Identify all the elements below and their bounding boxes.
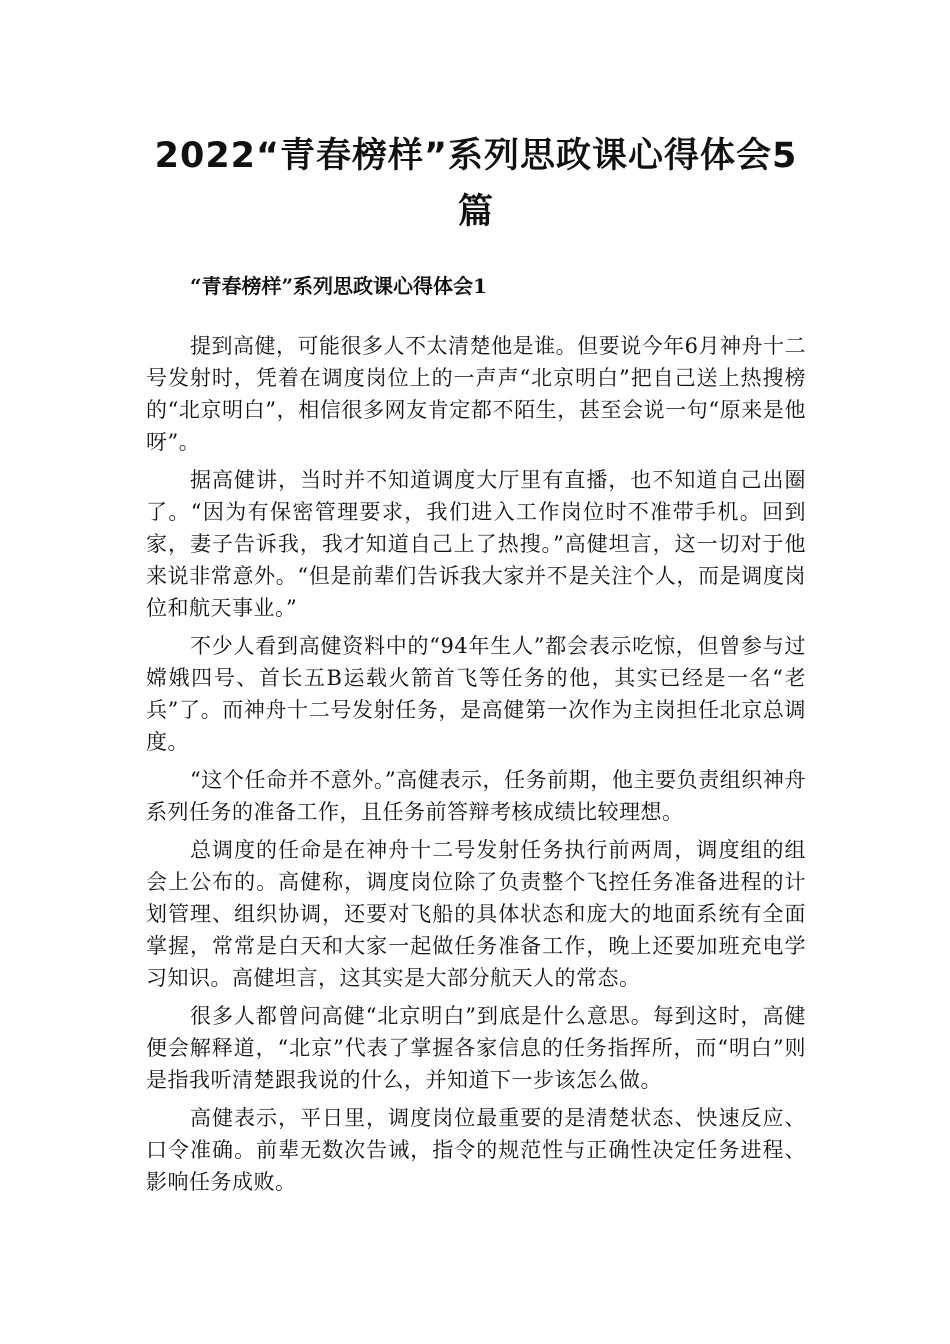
paragraph: 高健表示，平日里，调度岗位最重要的是清楚状态、快速反应、口令准确。前辈无数次告诫，指令的规范性与正确性决定任务进程、影响任务成败。	[146, 1106, 806, 1194]
document-title: 2022“青春榜样”系列思政课心得体会5篇	[154, 136, 798, 232]
document-page	[146, 128, 806, 1204]
paragraph: 据高健讲，当时并不知道调度大厅里有直播，也不知道自己出圈了。“因为有保密管理要求，我们进入工作岗位时不准带手机。回到家，妻子告诉我，我才知道自己上了热搜。”高健坦言，这一切对于他来说非常意外。“但是前辈们告诉我大家并不是关注个人，而是调度岗位和航天事业。”	[146, 468, 806, 620]
paragraph: 很多人都曾问高健“北京明白”到底是什么意思。每到这时，高健便会解释道，“北京”代表了掌握各家信息的任务指挥所，而“明白”则是指我听清楚跟我说的什么，并知道下一步该怎么做。	[146, 1004, 806, 1092]
paragraph: 不少人看到高健资料中的“94年生人”都会表示吃惊，但曾参与过嫦娥四号、首长五B运载火箭首飞等任务的他，其实已经是一名“老兵”了。而神舟十二号发射任务，是高健第一次作为主岗担任北京总调度。	[146, 634, 806, 754]
paragraph: “这个任命并不意外。”高健表示，任务前期，他主要负责组织神舟系列任务的准备工作，且任务前答辩考核成绩比较理想。	[146, 768, 806, 824]
paragraph: 提到高健，可能很多人不太清楚他是谁。但要说今年6月神舟十二号发射时，凭着在调度岗位上的一声声“北京明白”把自己送上热搜榜的“北京明白”，相信很多网友肯定都不陌生，甚至会说一句“原来是他呀”。	[146, 334, 806, 454]
paragraph: 总调度的任命是在神舟十二号发射任务执行前两周，调度组的组会上公布的。高健称，调度岗位除了负责整个飞控任务准备进程的计划管理、组织协调，还要对飞船的具体状态和庞大的地面系统有全面掌握，常常是白天和大家一起做任务准备工作，晚上还要加班充电学习知识。高健坦言，这其实是大部分航天人的常态。	[146, 838, 806, 990]
section-heading: “青春榜样”系列思政课心得体会1	[190, 274, 487, 298]
